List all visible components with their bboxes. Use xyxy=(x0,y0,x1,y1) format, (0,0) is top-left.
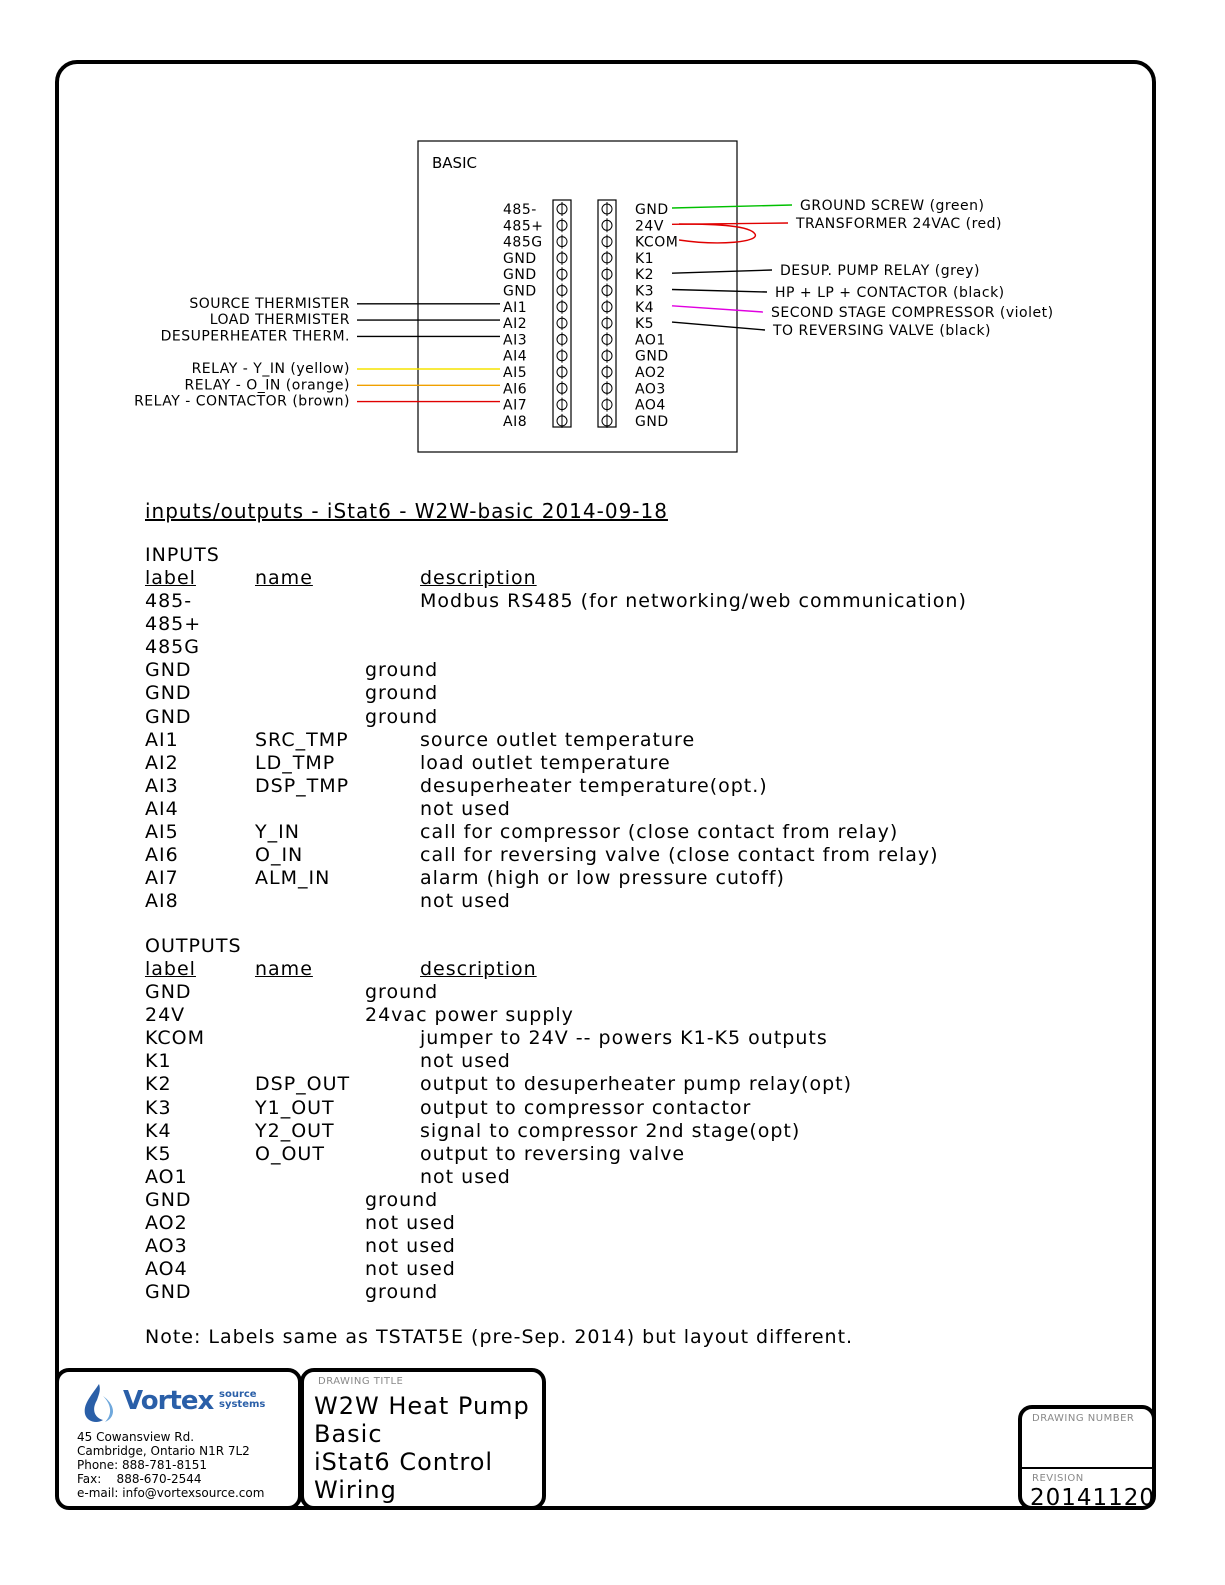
left-wire-label: DESUPERHEATER THERM. xyxy=(160,328,350,345)
io-label: 24V xyxy=(145,1004,186,1027)
right-wire-label: SECOND STAGE COMPRESSOR (violet) xyxy=(771,305,1054,321)
outputs-heading: OUTPUTS xyxy=(145,935,242,957)
right-wire xyxy=(672,290,767,293)
io-description: call for reversing valve (close contact from relay) xyxy=(420,844,939,867)
io-description: ground xyxy=(365,981,439,1003)
company-logo-name: Vortex xyxy=(123,1386,214,1416)
io-label: AI7 xyxy=(145,867,179,890)
column-header-name: name xyxy=(255,958,313,980)
controller-box-title: BASIC xyxy=(432,154,477,172)
io-description: ground xyxy=(365,682,439,705)
io-description: not used xyxy=(365,1258,456,1281)
io-name: DSP_TMP xyxy=(255,774,350,797)
io-name: O_IN xyxy=(255,844,304,867)
io-label: AI4 xyxy=(145,797,179,820)
io-name: LD_TMP xyxy=(255,751,336,774)
company-block xyxy=(55,1368,302,1510)
drawing-number-caption: DRAWING NUMBER xyxy=(1032,1413,1135,1424)
io-description: call for compressor (close contact from relay) xyxy=(420,821,899,843)
left-terminal-label: AI5 xyxy=(503,365,528,381)
left-terminal-label: AI7 xyxy=(503,397,528,414)
drawing-title-line: iStat6 Control xyxy=(314,1448,494,1476)
io-label: AO3 xyxy=(145,1235,188,1258)
io-label: AI1 xyxy=(145,728,179,751)
io-label: K5 xyxy=(145,1142,172,1165)
io-description: 24vac power supply xyxy=(365,1004,574,1027)
column-header-label: label xyxy=(145,958,196,980)
column-header-label: label xyxy=(145,567,196,589)
right-terminal-label: AO3 xyxy=(635,381,666,398)
io-label: AI6 xyxy=(145,844,179,867)
left-terminal-label: AI2 xyxy=(503,316,528,333)
io-description: ground xyxy=(365,1188,439,1211)
io-label: AI2 xyxy=(145,751,179,774)
io-label: GND xyxy=(145,1281,192,1304)
drawing-title-line: Wiring xyxy=(314,1476,397,1504)
block-divider xyxy=(1022,1467,1152,1469)
io-label: AO2 xyxy=(145,1212,188,1234)
revision-caption: REVISION xyxy=(1032,1473,1084,1484)
io-description: not used xyxy=(420,797,511,820)
io-description: jumper to 24V -- powers K1-K5 outputs xyxy=(420,1027,828,1050)
drawing-title-block xyxy=(300,1368,546,1510)
io-label: AI5 xyxy=(145,821,179,843)
io-label: AO1 xyxy=(145,1165,188,1188)
right-terminal-label: AO1 xyxy=(635,332,666,349)
io-label: GND xyxy=(145,682,192,705)
drawing-title-text xyxy=(314,1392,530,1504)
left-terminal-label: AI3 xyxy=(503,332,528,349)
right-wire-label: TO REVERSING VALVE (black) xyxy=(773,323,992,339)
right-wire xyxy=(672,306,763,312)
io-label: K3 xyxy=(145,1096,172,1119)
drawing-number-block xyxy=(1018,1405,1156,1510)
io-label: KCOM xyxy=(145,1027,206,1050)
right-terminal-label: KCOM xyxy=(635,234,679,251)
io-label: GND xyxy=(145,1188,192,1211)
io-description: ground xyxy=(365,659,439,682)
io-description: not used xyxy=(365,1235,456,1258)
io-label: 485- xyxy=(145,590,193,612)
left-wire-label: SOURCE THERMISTER xyxy=(189,295,350,312)
right-wire-label: HP + LP + CONTACTOR (black) xyxy=(775,285,1005,301)
left-wire-label: RELAY - O_IN (orange) xyxy=(184,377,350,394)
io-description: output to compressor contactor xyxy=(420,1096,752,1119)
io-name: O_OUT xyxy=(255,1142,325,1165)
right-terminal-label: K4 xyxy=(635,299,655,316)
io-description: not used xyxy=(420,1165,511,1188)
column-header-name: name xyxy=(255,567,313,589)
io-description: Modbus RS485 (for networking/web communication) xyxy=(420,590,967,612)
right-wire-label: GROUND SCREW (green) xyxy=(800,198,985,214)
left-wire-label: RELAY - Y_IN (yellow) xyxy=(191,361,350,377)
io-label: AI3 xyxy=(145,774,179,797)
layout-note: Note: Labels same as TSTAT5E (pre-Sep. 2014) but layout different. xyxy=(145,1326,854,1348)
io-description: source outlet temperature xyxy=(420,728,696,751)
io-name: ALM_IN xyxy=(255,867,331,890)
drawing-title-caption: DRAWING TITLE xyxy=(318,1376,404,1387)
io-description: output to reversing valve xyxy=(420,1142,686,1165)
io-description: not used xyxy=(365,1212,456,1234)
inputs-heading: INPUTS xyxy=(145,544,220,566)
left-terminal-label: AI1 xyxy=(503,299,528,316)
company-address: 45 Cowansview Rd. Cambridge, Ontario N1R 7L2 Phone: 888-781-8151 Fax: 888-670-2544 e-mail: info@vortexsource.com xyxy=(77,1430,265,1500)
io-description: desuperheater temperature(opt.) xyxy=(420,774,768,797)
io-name: Y1_OUT xyxy=(255,1096,335,1119)
kcom-jumper-wire xyxy=(679,224,755,243)
io-label: 485G xyxy=(145,636,200,659)
io-label: GND xyxy=(145,705,192,728)
controller-box xyxy=(418,141,737,452)
left-terminal-label: AI4 xyxy=(503,348,528,365)
company-logo-subtitle: source systems xyxy=(219,1389,266,1410)
right-terminal-label: AO2 xyxy=(635,365,666,381)
left-terminal-label: AI8 xyxy=(503,413,528,430)
revision-value: 20141120 xyxy=(1030,1485,1156,1511)
drawing-title-line: W2W Heat Pump xyxy=(314,1392,530,1420)
io-label: K1 xyxy=(145,1050,172,1073)
right-terminal-label: AO4 xyxy=(635,397,666,414)
left-terminal-label: GND xyxy=(503,250,537,267)
io-label: GND xyxy=(145,659,192,682)
right-wire-label: TRANSFORMER 24VAC (red) xyxy=(796,216,1002,232)
io-label: 485+ xyxy=(145,613,202,636)
drawing-title-line: Basic xyxy=(314,1420,383,1448)
left-terminal-label: 485G xyxy=(503,234,543,251)
left-wire-label: LOAD THERMISTER xyxy=(209,312,350,329)
io-description: not used xyxy=(420,890,511,913)
right-terminal-label: GND xyxy=(635,348,669,365)
io-label: GND xyxy=(145,981,192,1003)
right-terminal-label: 24V xyxy=(635,218,664,235)
io-description: alarm (high or low pressure cutoff) xyxy=(420,867,785,890)
io-description: output to desuperheater pump relay(opt) xyxy=(420,1073,853,1096)
right-terminal-label: K3 xyxy=(635,283,655,300)
wiring-diagram xyxy=(0,0,1225,470)
left-terminal-label: 485- xyxy=(503,202,537,218)
io-label: AI8 xyxy=(145,890,179,913)
left-wire-label: RELAY - CONTACTOR (brown) xyxy=(134,393,350,410)
io-description: load outlet temperature xyxy=(420,751,671,774)
left-terminal-label: GND xyxy=(503,283,537,300)
right-terminal-label: K5 xyxy=(635,316,655,333)
io-name: SRC_TMP xyxy=(255,728,349,751)
column-header-description: description xyxy=(420,567,537,589)
column-header-description: description xyxy=(420,958,537,980)
left-terminal-label: 485+ xyxy=(503,218,544,235)
left-terminal-label: GND xyxy=(503,267,537,284)
io-description: not used xyxy=(420,1050,511,1073)
io-description: signal to compressor 2nd stage(opt) xyxy=(420,1119,801,1142)
right-wire xyxy=(672,270,772,273)
io-name: DSP_OUT xyxy=(255,1073,351,1096)
right-terminal-label: GND xyxy=(635,413,669,430)
io-label: K4 xyxy=(145,1119,172,1142)
vortex-logo-icon xyxy=(77,1382,121,1426)
right-wire xyxy=(672,205,792,208)
io-description: ground xyxy=(365,1281,439,1304)
right-wire xyxy=(672,322,765,330)
io-description: ground xyxy=(365,705,439,728)
io-label: K2 xyxy=(145,1073,172,1096)
right-wire-label: DESUP. PUMP RELAY (grey) xyxy=(780,263,980,279)
io-name: Y2_OUT xyxy=(255,1119,335,1142)
io-document-title: inputs/outputs - iStat6 - W2W-basic 2014-09-18 xyxy=(145,499,668,523)
right-terminal-label: GND xyxy=(635,202,669,218)
left-terminal-label: AI6 xyxy=(503,381,528,398)
io-label: AO4 xyxy=(145,1258,188,1281)
io-name: Y_IN xyxy=(255,821,300,843)
right-terminal-label: K2 xyxy=(635,267,655,284)
right-terminal-label: K1 xyxy=(635,250,655,267)
